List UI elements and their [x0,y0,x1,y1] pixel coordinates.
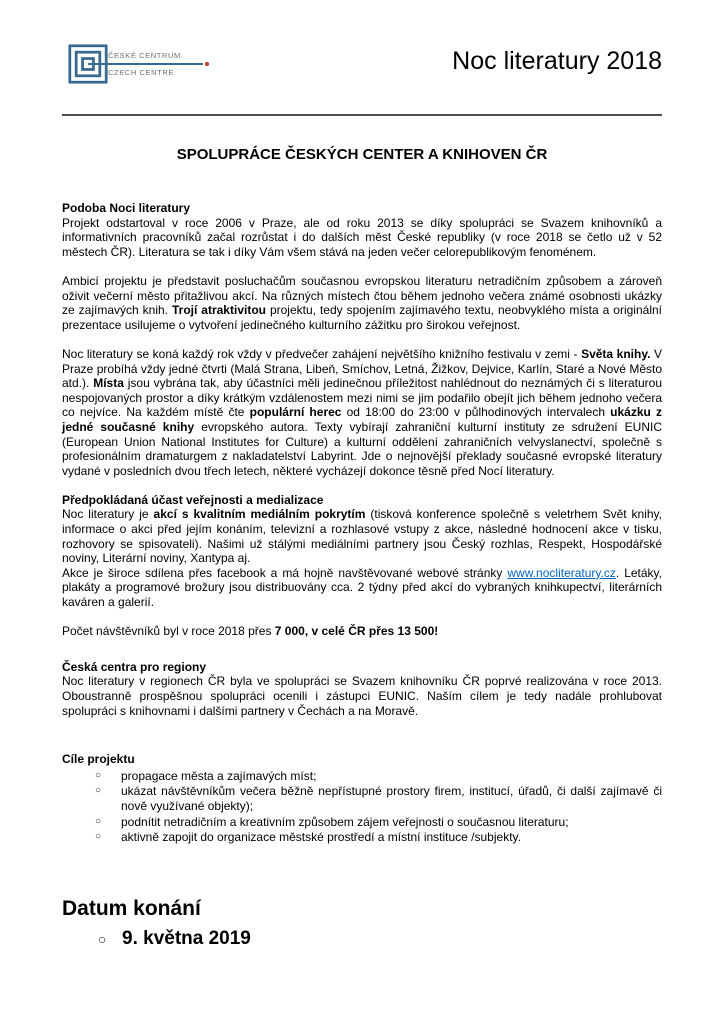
circle-bullet-icon: ○ [95,769,102,781]
logo-red-dot [205,62,209,66]
logo-text-czech: ČESKÉ CENTRUM [108,51,181,60]
paragraph [62,347,662,478]
text-segment: Noc literatury se koná každý rok vždy v předvečer zahájení největšího knižního festivalu v zemi - [62,346,582,361]
list-item [62,830,662,845]
visitor-count-line [62,624,662,639]
section-datum [62,897,662,950]
circle-bullet-icon: ○ [98,930,107,947]
text-segment: Noc literatury v regionech ČR byla ve spolupráci se Svazem knihovníku ČR poprvé realizována v roce 2013. Oboustranně prospěšnou spolupráci ocenili i zástupci EUNIC. Naším cílem je tedy nadále prohlubovat spolupráci s knihovnami i dalšími partnery v Čechách a na Moravě. [62,674,662,718]
section-cile [62,752,662,845]
list-item [62,769,662,784]
text-segment: jsou vybrána tak, aby účastníci měli jedinečnou příležitost nahlédnout do neznámých či s literaturou nespojovaných prostor a díky krátkým vzdálenostem mezi nimi se jim podařilo obejít jich během jednoho večera co nejvíce. Na každém místě čte [62,376,662,420]
paragraph [62,216,662,260]
paragraph [62,274,662,332]
text-segment: projektu, tedy spojením zajímavého textu, neobvyklého místa a originální prezentace usilujeme o vytvoření jedinečného kulturního zážitku pro širokou veřejnost. [62,303,662,332]
goal-text: aktivně zapojit do organizace městské prostředí a místní instituce /subjekty. [121,830,521,845]
logo-text-english: CZECH CENTRE [108,68,174,77]
text-segment: akcí s kvalitním mediálním pokrytím [153,507,366,522]
circle-bullet-icon: ○ [95,785,102,797]
text-segment: 7 000, v celé ČR přes 13 500! [274,624,439,639]
website-link[interactable]: www.nocliteratury.cz [507,565,616,580]
circle-bullet-icon: ○ [95,831,102,843]
document-title: Noc literatury 2018 [452,47,662,75]
section-heading-regiony: Česká centra pro regiony [62,659,207,674]
list-item [62,784,662,813]
document-heading: SPOLUPRÁCE ČESKÝCH CENTER A KNIHOVEN ČR [176,146,548,163]
text-segment: Noc literatury je [62,507,154,522]
event-date: 9. května 2019 [122,927,251,949]
section-podoba [62,201,662,478]
goal-text: ukázat návštěvníkům večera běžně nepřístupné prostory firem, institucí, úřadů, či další zajímavě či nově využívané objekty); [121,784,662,813]
text-segment: od 18:00 do 23:00 v půlhodinových intervalech [341,405,611,420]
section-heading-podoba: Podoba Noci literatury [62,201,191,215]
text-segment: Akce je široce sdílena přes facebook a má hojně navštěvované webové stránky [62,565,508,580]
event-date-heading: Datum konání [62,896,201,920]
text-segment: V Praze probíhá vždy jedné čtvrti (Malá Strana, Libeň, Smíchov, Letná, Žižkov, Dejvice, Karlín, Staré a Nové Město atd.). [62,346,662,391]
section-heading-medializace: Předpokládaná účast veřejnosti a medializace [62,492,324,507]
goal-text: podnítit netradičním a kreativním způsobem zájem veřejnosti o současnou literaturu; [121,814,569,829]
text-segment: . Letáky, plakáty a programové brožury jsou distribuovány cca. 2 týdny před akcí do vybraných knihkupectví, literárních kaváren a galerií. [62,565,662,610]
paragraph [62,674,662,718]
section-regiony [62,660,662,718]
text-segment: Ambicí projektu je představit posluchačům současnou evropskou literaturu netradičním způsobem a zároveň oživit večerní město přitažlivou akcí. Na různých místech čtou během jednoho večera známé osobnosti ukázky ze zajímavých knih. [62,273,662,318]
text-segment: Trojí atraktivitou [171,303,266,318]
text-segment: Projekt odstartoval v roce 2006 v Praze, ale od roku 2013 se díky spolupráci se Svazem knihovníků a informativních pracovníků začal rozrůstat i do dalších měst České republiky (v roce 2018 se četlo už v 52 městech ČR). Literatura se tak i díky Vám všem stává na jeden večer celorepublikovým fenoménem. [62,215,662,259]
text-segment: Místa [93,376,124,391]
list-item [62,815,662,830]
circle-bullet-icon: ○ [95,815,102,827]
text-segment: ukázku z jedné současné knihy [62,405,662,434]
event-date-row [62,928,662,950]
czech-centre-logo [62,42,212,84]
goals-list [62,769,662,845]
text-segment: Světa knihy. [581,346,651,361]
text-segment: Počet návštěvníků byl v roce 2018 přes [62,624,275,639]
paragraph [62,566,662,610]
text-segment: populární herec [249,405,342,420]
goal-text: propagace města a zajímavých míst; [121,768,317,783]
header-divider [62,114,662,116]
section-medializace [62,493,662,639]
text-segment: (tisková konference společně s veletrhem Svět knihy, informace o akci před jejím konáním, televizní a rozhlasové vstupy z akce, následné hodnocení akce v tisku, rozhovory se spisovateli). Našimi už stálými mediálními partnery jsou Český rozhlas, Respekt, Hospodářské noviny, Literární noviny, Xantypa aj. [62,507,662,566]
page-header [62,42,662,88]
paragraph [62,507,662,565]
text-segment: evropského autora. Texty vybírají zahraniční kulturní instituty ze sdružení EUNIC (European Union National Institutes for Culture) a kulturní oddělení zahraničních velvyslanectví, společně s profesionálním dramaturgem z nakladatelství Labyrint. Jde o nejnovější překlady současné evropské literatury vydané v posledních dvou třech letech, některé vycházejí dokonce těsně před Nocí literatury. [62,419,662,478]
section-heading-cile: Cíle projektu [62,752,135,767]
logo-divider-line [88,63,203,65]
